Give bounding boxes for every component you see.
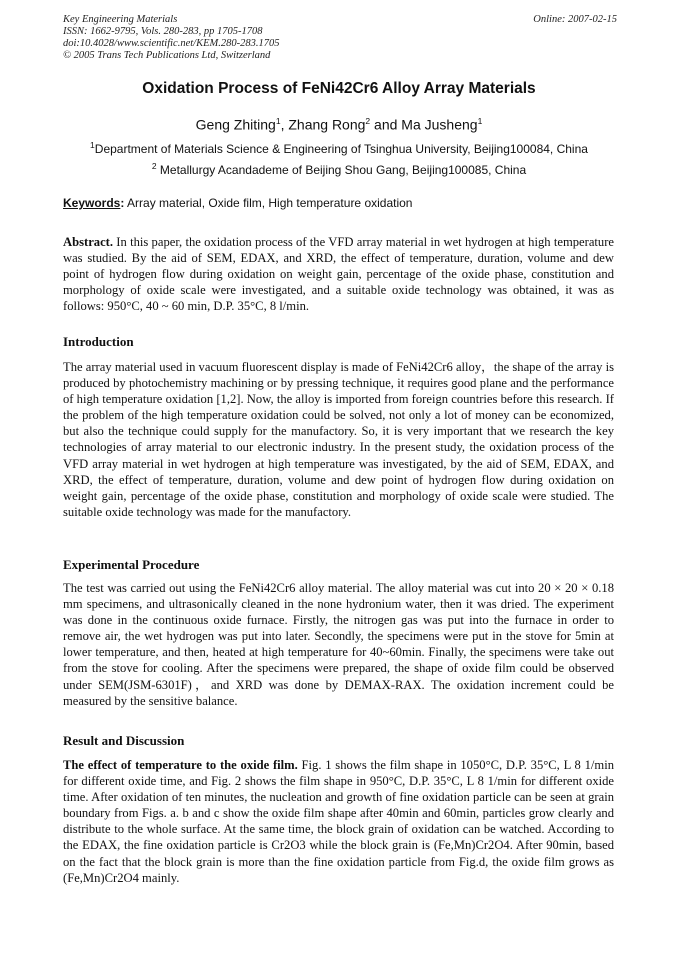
results-lead: The effect of temperature to the oxide film. bbox=[63, 758, 298, 772]
keywords-colon: : bbox=[120, 196, 125, 210]
affiliation-text: Department of Materials Science & Engineering of Tsinghua University, Beijing100084, China bbox=[94, 142, 588, 156]
experimental-paragraph: The test was carried out using the FeNi42Cr6 alloy material. The alloy material was cut into 20 × 20 × 0.18 mm specimens, and ultrasonically cleaned in the none hydronium water, then it was dried. The experiment was done in the continuous oxide furnace. Firstly, the nitrogen gas was put into the furnace in order to remove air, the wet hydrogen was put into later. Secondly, the specimens were put in the stove for 5min at lower temperature, and then, heated at high temperature for 40~60min. Finally, the specimens were take out from the stove for cooling. After the specimens were prepared, the shape of oxide film could be observed under SEM(JSM-6301F)，and XRD was done by DEMAX-RAX. The oxidation increment could be measured by the sensitive balance. bbox=[63, 581, 614, 708]
introduction-body bbox=[63, 359, 614, 520]
copyright-line: © 2005 Trans Tech Publications Ltd, Switzerland bbox=[63, 50, 271, 61]
author-list bbox=[0, 116, 678, 133]
author-affiliation-mark: 1 bbox=[477, 116, 483, 126]
author-name: Zhang Rong bbox=[288, 116, 366, 133]
affiliation-mark: 2 bbox=[151, 161, 157, 171]
affiliation-2 bbox=[0, 161, 678, 177]
results-paragraph: Fig. 1 shows the film shape in 1050°C, D.P. 35°C, L 8 1/min for different oxide time, and Fig. 2 shows the film shape in 950°C, D.P. 35°C, L 8 1/min for different oxide time. After oxidation of ten minutes, the nucleation and growth of fine oxidation particle can be seen at grain boundary from Figs. a. b and c show the oxide film shape after 40min and 60min, particles grow clearly and distribute to the whole surface. At the same time, the block grain of oxidation can be watched. According to the EDAX, the fine oxidation particle is Cr2O3 while the block grain is (Fe,Mn)Cr2O4. After 90min, based on the fact that the block grain is more than the fine oxidation particle from Fig.d, the oxide film grows as (Fe,Mn)Cr2O4 mainly. bbox=[63, 758, 614, 885]
author-name: Ma Jusheng bbox=[401, 116, 478, 133]
author-separator: , bbox=[280, 116, 289, 133]
running-header bbox=[63, 14, 617, 62]
online-date: Online: 2007-02-15 bbox=[533, 14, 617, 25]
results-heading: Result and Discussion bbox=[63, 733, 185, 748]
abstract-text: In this paper, the oxidation process of the VFD array material in wet hydrogen at high temperature was studied. By the aid of SEM, EDAX, and XRD, the effect of temperature, duration, volume and dew point of hydrogen flow during oxidation on weight gain, percentage of the oxide phase, constitution and morphology of oxide scale were investigated, and a suitable oxide technology was obtained, it was as follows: 950°C, 40 ~ 60 min, D.P. 35°C, 8 l/min. bbox=[63, 235, 614, 314]
affiliation-1 bbox=[0, 140, 678, 156]
affiliation-text: Metallurgy Acandademe of Beijing Shou Gang, Beijing100085, China bbox=[156, 163, 527, 177]
introduction-paragraph: The array material used in vacuum fluorescent display is made of FeNi42Cr6 alloy，the shape of the array is produced by photochemistry machining or by pressing technique, it requires good plane and the performance of high temperature oxidation [1,2]. Now, the alloy is imported from foreign countries before this research. If the problem of the high temperature oxidation could be solved, not only a lot of money can be economized, but also the technique could supply for the manufactory. So, it is very important that we research the key technologies of array material to our electronic industry. In the present study, the oxidation process of the VFD array material in wet hydrogen at high temperature was investigated, by the aid of SEM, EDAX, and XRD, the effect of temperature, duration, volume and dew point of hydrogen flow during oxidation on weight gain, percentage of the oxide phase, constitution and morphology of oxide scale were studied. The suitable oxide technology was made for the manufactory. bbox=[63, 360, 614, 519]
abstract bbox=[63, 234, 614, 314]
paper-title: Oxidation Process of FeNi42Cr6 Alloy Array Materials bbox=[142, 80, 536, 97]
author-separator: and bbox=[370, 116, 402, 133]
results-body bbox=[63, 757, 614, 886]
introduction-heading: Introduction bbox=[63, 334, 134, 349]
experimental-heading: Experimental Procedure bbox=[63, 557, 200, 572]
author-affiliation-mark: 1 bbox=[275, 116, 281, 126]
doi-line: doi:10.4028/www.scientific.net/KEM.280-283.1705 bbox=[63, 38, 280, 49]
affiliation-mark: 1 bbox=[90, 140, 95, 150]
abstract-label: Abstract. bbox=[63, 235, 114, 249]
experimental-body bbox=[63, 580, 614, 709]
keywords-label: Keywords bbox=[63, 196, 121, 210]
author-affiliation-mark: 2 bbox=[365, 116, 371, 126]
keywords-text: Array material, Oxide film, High temperature oxidation bbox=[124, 196, 413, 210]
author-name: Geng Zhiting bbox=[195, 116, 276, 133]
journal-name: Key Engineering Materials bbox=[63, 14, 178, 25]
issn-line: ISSN: 1662-9795, Vols. 280-283, pp 1705-1708 bbox=[63, 26, 263, 37]
keywords-line bbox=[63, 196, 617, 210]
